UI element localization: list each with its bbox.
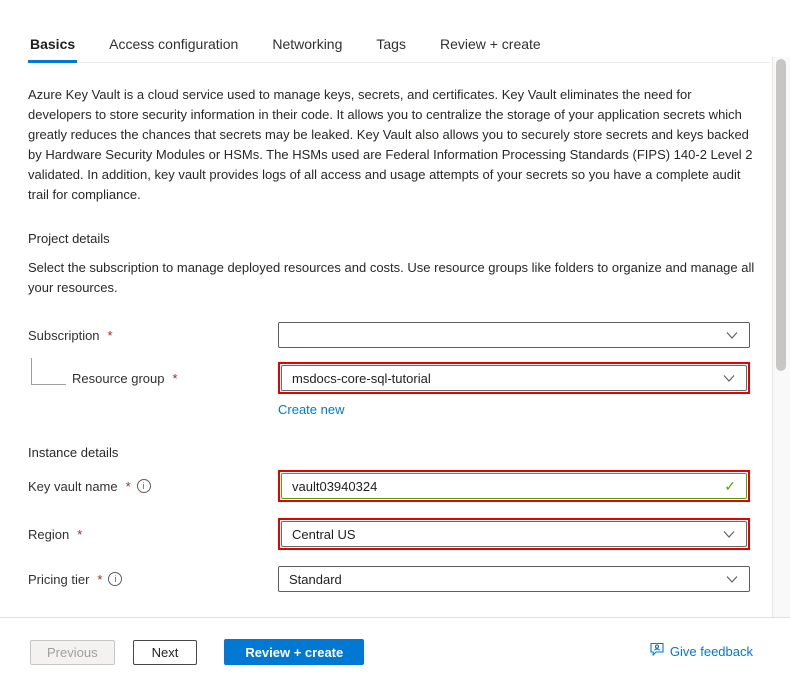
create-new-link[interactable]: Create new bbox=[278, 402, 345, 417]
required-marker: * bbox=[107, 327, 113, 343]
tab-basics[interactable]: Basics bbox=[28, 30, 77, 62]
key-vault-name-input[interactable] bbox=[292, 479, 724, 494]
next-button[interactable]: Next bbox=[133, 640, 198, 665]
region-label bbox=[28, 527, 278, 542]
region-dropdown-value: Central US bbox=[292, 526, 356, 542]
pricing-tier-row bbox=[28, 566, 755, 592]
give-feedback-link[interactable] bbox=[649, 642, 753, 660]
pricing-tier-dropdown-value: Standard bbox=[289, 571, 342, 587]
review-create-button[interactable]: Review + create bbox=[224, 639, 364, 665]
vertical-scrollbar-track[interactable] bbox=[772, 57, 790, 617]
info-icon[interactable]: i bbox=[108, 572, 122, 586]
key-vault-name-field bbox=[281, 473, 747, 499]
required-marker: * bbox=[97, 571, 103, 587]
project-details-description: Select the subscription to manage deployed resources and costs. Use resource groups like folders to organize and manage all your resources. bbox=[28, 260, 755, 295]
required-marker: * bbox=[77, 526, 83, 542]
tab-access-configuration[interactable]: Access configuration bbox=[109, 36, 239, 52]
indent-connector-line bbox=[31, 358, 66, 385]
subscription-label bbox=[28, 328, 278, 343]
give-feedback-label: Give feedback bbox=[669, 643, 753, 659]
pricing-tier-label-text: Pricing tier bbox=[28, 571, 90, 587]
subscription-label-text: Subscription bbox=[28, 327, 100, 343]
info-icon[interactable]: i bbox=[137, 479, 151, 493]
validation-highlight-box bbox=[278, 470, 750, 502]
wizard-nav-buttons bbox=[30, 639, 364, 665]
tab-tags[interactable]: Tags bbox=[376, 36, 406, 52]
chevron-down-icon bbox=[725, 328, 739, 343]
key-vault-name-row bbox=[28, 470, 755, 502]
resource-group-row bbox=[28, 362, 755, 394]
resource-group-label-text: Resource group bbox=[72, 370, 165, 386]
service-description-text: Azure Key Vault is a cloud service used to manage keys, secrets, and certificates. Key Vault eliminates the need for developers to store security information in their code. It allows you to centralize the storage of your application secrets which greatly reduces the chances that secrets may be leaked. Key Vault also allows you to securely store secrets and keys backed by Hardware Security Modules or HSMs. The HSMs used are Federal Information Processing Standards (FIPS) 140-2 Level 2 validated. In addition, key vault provides logs of all access and usage attempts of your secrets so you have a complete audit trail for compliance. bbox=[28, 87, 753, 202]
region-dropdown[interactable] bbox=[281, 521, 747, 547]
chevron-down-icon bbox=[725, 572, 739, 587]
region-row bbox=[28, 518, 755, 550]
region-label-text: Region bbox=[28, 526, 70, 542]
subscription-dropdown[interactable] bbox=[278, 322, 750, 348]
vertical-scrollbar-thumb[interactable] bbox=[776, 59, 786, 371]
pricing-tier-dropdown[interactable] bbox=[278, 566, 750, 592]
resource-group-dropdown-value: msdocs-core-sql-tutorial bbox=[292, 370, 431, 386]
required-marker: * bbox=[172, 370, 178, 386]
valid-checkmark-icon: ✓ bbox=[724, 478, 736, 494]
resource-group-dropdown[interactable] bbox=[281, 365, 747, 391]
wizard-footer bbox=[0, 617, 790, 684]
wizard-tabbar bbox=[28, 30, 770, 63]
tab-networking[interactable]: Networking bbox=[272, 36, 343, 52]
pricing-tier-label bbox=[28, 572, 278, 587]
tab-review-create[interactable]: Review + create bbox=[439, 36, 541, 52]
subscription-row bbox=[28, 322, 755, 348]
feedback-icon bbox=[649, 642, 666, 660]
required-marker: * bbox=[125, 478, 131, 494]
chevron-down-icon bbox=[722, 371, 736, 386]
project-details-heading: Project details bbox=[28, 231, 110, 246]
key-vault-name-label-text: Key vault name bbox=[28, 478, 118, 494]
resource-group-label bbox=[28, 371, 278, 386]
instance-details-heading: Instance details bbox=[28, 445, 119, 460]
validation-highlight-box bbox=[278, 362, 750, 394]
chevron-down-icon bbox=[722, 527, 736, 542]
previous-button[interactable]: Previous bbox=[30, 640, 115, 665]
key-vault-name-label bbox=[28, 479, 278, 494]
validation-highlight-box bbox=[278, 518, 750, 550]
